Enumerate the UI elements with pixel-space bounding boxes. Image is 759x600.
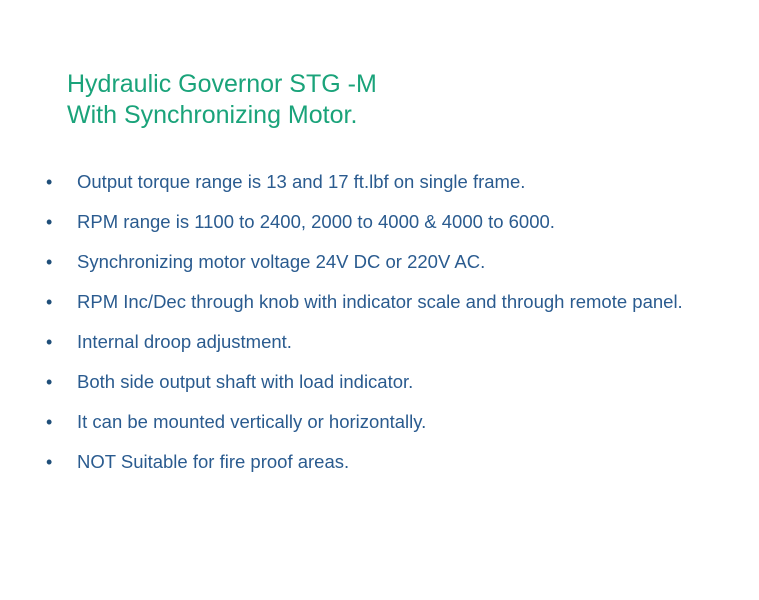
bullet-icon: •: [46, 332, 53, 352]
bullet-icon: •: [46, 212, 53, 232]
bullet-icon: •: [46, 292, 53, 312]
title-line-1: Hydraulic Governor STG -M: [67, 70, 377, 98]
bullet-text: NOT Suitable for fire proof areas.: [77, 451, 350, 472]
bullet-text: It can be mounted vertically or horizontally.: [77, 411, 427, 432]
bullet-text: RPM range is 1100 to 2400, 2000 to 4000 & 4000 to 6000.: [77, 211, 555, 232]
bullet-icon: •: [46, 412, 53, 432]
bullet-icon: •: [46, 372, 53, 392]
bullet-text: Internal droop adjustment.: [77, 331, 292, 352]
bullet-icon: •: [46, 172, 53, 192]
bullet-text: RPM Inc/Dec through knob with indicator scale and through remote panel.: [77, 291, 683, 312]
slide-title: [67, 69, 377, 131]
bullet-text: Both side output shaft with load indicator.: [77, 371, 414, 392]
bullet-text: Synchronizing motor voltage 24V DC or 220V AC.: [77, 251, 486, 272]
title-line-2: With Synchronizing Motor.: [67, 101, 358, 129]
bullet-text: Output torque range is 13 and 17 ft.lbf on single frame.: [77, 171, 526, 192]
bullet-icon: •: [46, 252, 53, 272]
bullet-icon: •: [46, 452, 53, 472]
